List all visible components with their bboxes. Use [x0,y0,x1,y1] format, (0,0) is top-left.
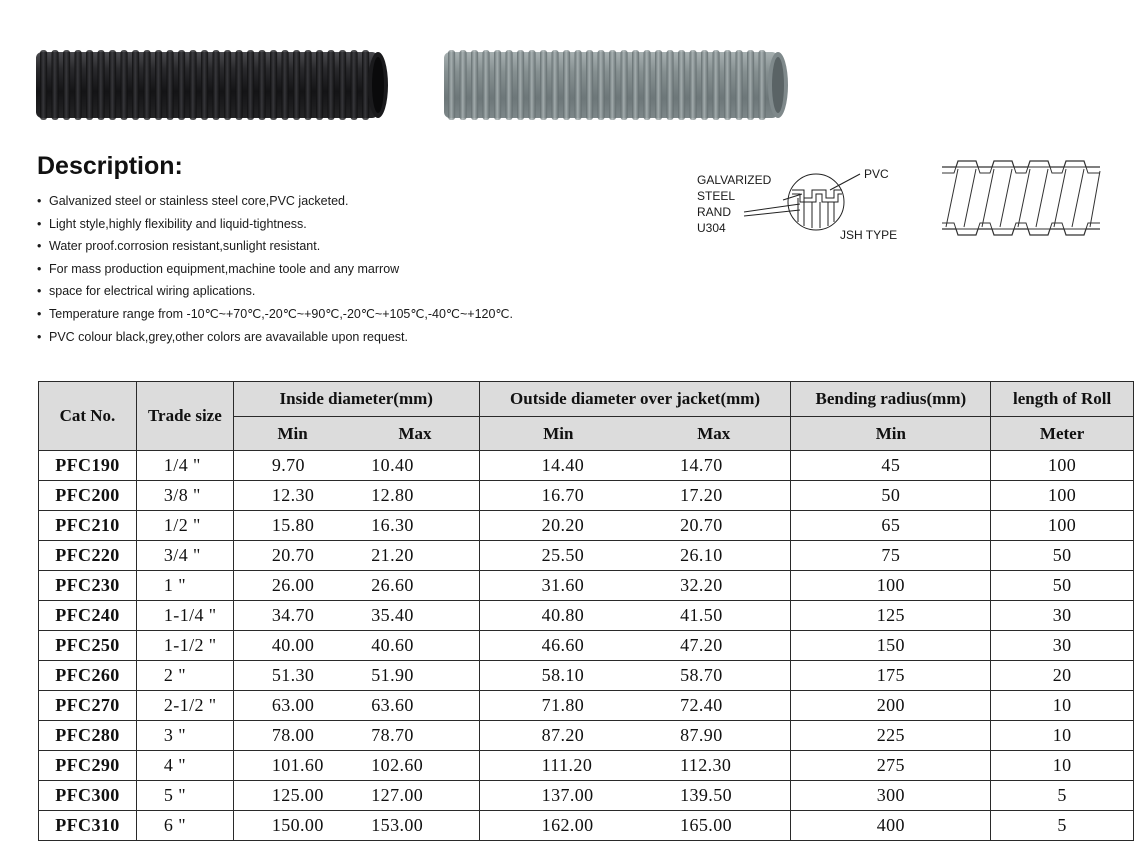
cell-trade-size: 1/4 " [136,451,233,481]
cell-bending-radius: 400 [791,811,991,841]
structure-diagram [680,160,920,250]
table-row [39,511,1134,541]
cell-inside-min: 101.60 [233,751,351,781]
cell-inside-min: 40.00 [233,631,351,661]
cell-outside-min: 87.20 [479,721,637,751]
cell-bending-radius: 45 [791,451,991,481]
cell-inside-max: 102.60 [351,751,479,781]
cell-outside-max: 17.20 [637,481,791,511]
table-row [39,571,1134,601]
cell-length-of-roll: 50 [991,541,1134,571]
grey-conduit-image [444,46,790,122]
cell-cat-no: PFC280 [39,721,137,751]
cell-length-of-roll: 10 [991,751,1134,781]
cell-trade-size: 5 " [136,781,233,811]
cell-outside-max: 32.20 [637,571,791,601]
label-jsh-type: JSH TYPE [840,228,898,242]
cell-outside-min: 20.20 [479,511,637,541]
cell-inside-min: 12.30 [233,481,351,511]
table-row [39,631,1134,661]
cell-outside-min: 58.10 [479,661,637,691]
cell-outside-min: 137.00 [479,781,637,811]
table-row [39,481,1134,511]
header-length-of-roll: length of Roll [991,382,1134,417]
cell-cat-no: PFC310 [39,811,137,841]
table-row [39,691,1134,721]
label-u304: U304 [697,221,726,235]
description-title: Description: [37,152,183,180]
label-steel: STEEL [697,189,736,203]
header-bending-min: Min [791,417,991,451]
cell-cat-no: PFC200 [39,481,137,511]
cell-cat-no: PFC240 [39,601,137,631]
cell-bending-radius: 50 [791,481,991,511]
cell-inside-max: 26.60 [351,571,479,601]
cell-outside-max: 47.20 [637,631,791,661]
cell-outside-min: 71.80 [479,691,637,721]
header-outside-min: Min [479,417,637,451]
cell-inside-min: 150.00 [233,811,351,841]
cell-trade-size: 1-1/4 " [136,601,233,631]
header-outside-max: Max [637,417,791,451]
cell-trade-size: 3/8 " [136,481,233,511]
header-inside-diameter: Inside diameter(mm) [233,382,479,417]
label-pvc: PVC [864,167,889,181]
table-row [39,721,1134,751]
cell-length-of-roll: 100 [991,511,1134,541]
cell-trade-size: 6 " [136,811,233,841]
cell-outside-max: 165.00 [637,811,791,841]
cell-inside-max: 78.70 [351,721,479,751]
cell-bending-radius: 75 [791,541,991,571]
cell-trade-size: 2 " [136,661,233,691]
cell-bending-radius: 200 [791,691,991,721]
cell-outside-max: 41.50 [637,601,791,631]
corrugation-profile-diagram [938,155,1106,247]
cell-trade-size: 4 " [136,751,233,781]
cell-length-of-roll: 30 [991,631,1134,661]
cell-inside-min: 34.70 [233,601,351,631]
cell-outside-min: 14.40 [479,451,637,481]
cell-outside-min: 111.20 [479,751,637,781]
specification-table [38,381,1134,841]
label-galvarized: GALVARIZED [697,173,772,187]
header-bending-radius: Bending radius(mm) [791,382,991,417]
table-row [39,781,1134,811]
cell-inside-min: 63.00 [233,691,351,721]
cell-inside-max: 10.40 [351,451,479,481]
cell-trade-size: 3 " [136,721,233,751]
label-rand: RAND [697,205,732,219]
table-row [39,811,1134,841]
cell-bending-radius: 150 [791,631,991,661]
table-row [39,661,1134,691]
cell-length-of-roll: 50 [991,571,1134,601]
header-inside-min: Min [233,417,351,451]
cell-inside-max: 153.00 [351,811,479,841]
cell-outside-min: 31.60 [479,571,637,601]
table-row [39,451,1134,481]
bullet-flexibility: • Light style,highly flexibility and liquid-tightness. [37,213,513,236]
black-conduit-image [36,46,392,122]
cell-inside-max: 51.90 [351,661,479,691]
cell-trade-size: 2-1/2 " [136,691,233,721]
cell-length-of-roll: 5 [991,811,1134,841]
cell-outside-min: 162.00 [479,811,637,841]
cell-trade-size: 3/4 " [136,541,233,571]
header-trade-size: Trade size [136,382,233,451]
cell-length-of-roll: 10 [991,691,1134,721]
cell-trade-size: 1-1/2 " [136,631,233,661]
cell-outside-min: 46.60 [479,631,637,661]
table-row [39,751,1134,781]
cell-cat-no: PFC230 [39,571,137,601]
cell-cat-no: PFC190 [39,451,137,481]
cell-cat-no: PFC250 [39,631,137,661]
cell-inside-min: 51.30 [233,661,351,691]
cell-outside-max: 112.30 [637,751,791,781]
cell-inside-min: 20.70 [233,541,351,571]
cell-inside-max: 63.60 [351,691,479,721]
header-outside-diameter: Outside diameter over jacket(mm) [479,382,791,417]
cell-outside-max: 87.90 [637,721,791,751]
header-roll-meter: Meter [991,417,1134,451]
bullet-temperature: • Temperature range from -10℃~+70℃,-20℃~+90℃,-20℃~+105℃,-40℃~+120℃. [37,303,513,326]
cell-bending-radius: 175 [791,661,991,691]
cell-bending-radius: 125 [791,601,991,631]
bullet-applications-cont: • space for electrical wiring aplications. [37,280,513,303]
cell-length-of-roll: 100 [991,451,1134,481]
bullet-waterproof: • Water proof.corrosion resistant,sunlight resistant. [37,235,513,258]
cell-length-of-roll: 100 [991,481,1134,511]
cell-outside-min: 25.50 [479,541,637,571]
cell-length-of-roll: 10 [991,721,1134,751]
cell-cat-no: PFC290 [39,751,137,781]
cell-bending-radius: 100 [791,571,991,601]
cell-outside-max: 72.40 [637,691,791,721]
cell-inside-max: 21.20 [351,541,479,571]
cell-cat-no: PFC260 [39,661,137,691]
cell-outside-min: 16.70 [479,481,637,511]
cell-outside-max: 139.50 [637,781,791,811]
cell-inside-min: 9.70 [233,451,351,481]
cell-outside-min: 40.80 [479,601,637,631]
bullet-core: • Galvanized steel or stainless steel core,PVC jacketed. [37,190,513,213]
cell-inside-max: 16.30 [351,511,479,541]
cell-bending-radius: 275 [791,751,991,781]
cell-outside-max: 58.70 [637,661,791,691]
cell-cat-no: PFC210 [39,511,137,541]
cell-bending-radius: 300 [791,781,991,811]
cell-outside-max: 20.70 [637,511,791,541]
cell-inside-max: 40.60 [351,631,479,661]
cell-outside-max: 14.70 [637,451,791,481]
cell-length-of-roll: 5 [991,781,1134,811]
cell-length-of-roll: 30 [991,601,1134,631]
table-row [39,541,1134,571]
bullet-colours: • PVC colour black,grey,other colors are avavailable upon request. [37,326,513,349]
cell-inside-min: 78.00 [233,721,351,751]
cell-length-of-roll: 20 [991,661,1134,691]
cell-bending-radius: 225 [791,721,991,751]
cell-inside-min: 26.00 [233,571,351,601]
cell-inside-max: 12.80 [351,481,479,511]
cell-trade-size: 1 " [136,571,233,601]
cell-cat-no: PFC220 [39,541,137,571]
cell-outside-max: 26.10 [637,541,791,571]
cell-inside-min: 15.80 [233,511,351,541]
cell-inside-min: 125.00 [233,781,351,811]
header-inside-max: Max [351,417,479,451]
bullet-applications: • For mass production equipment,machine toole and any marrow [37,258,513,281]
description-bullets [37,190,513,348]
cell-trade-size: 1/2 " [136,511,233,541]
header-cat-no: Cat No. [39,382,137,451]
cell-bending-radius: 65 [791,511,991,541]
cell-cat-no: PFC270 [39,691,137,721]
cell-inside-max: 127.00 [351,781,479,811]
table-row [39,601,1134,631]
cell-cat-no: PFC300 [39,781,137,811]
cell-inside-max: 35.40 [351,601,479,631]
